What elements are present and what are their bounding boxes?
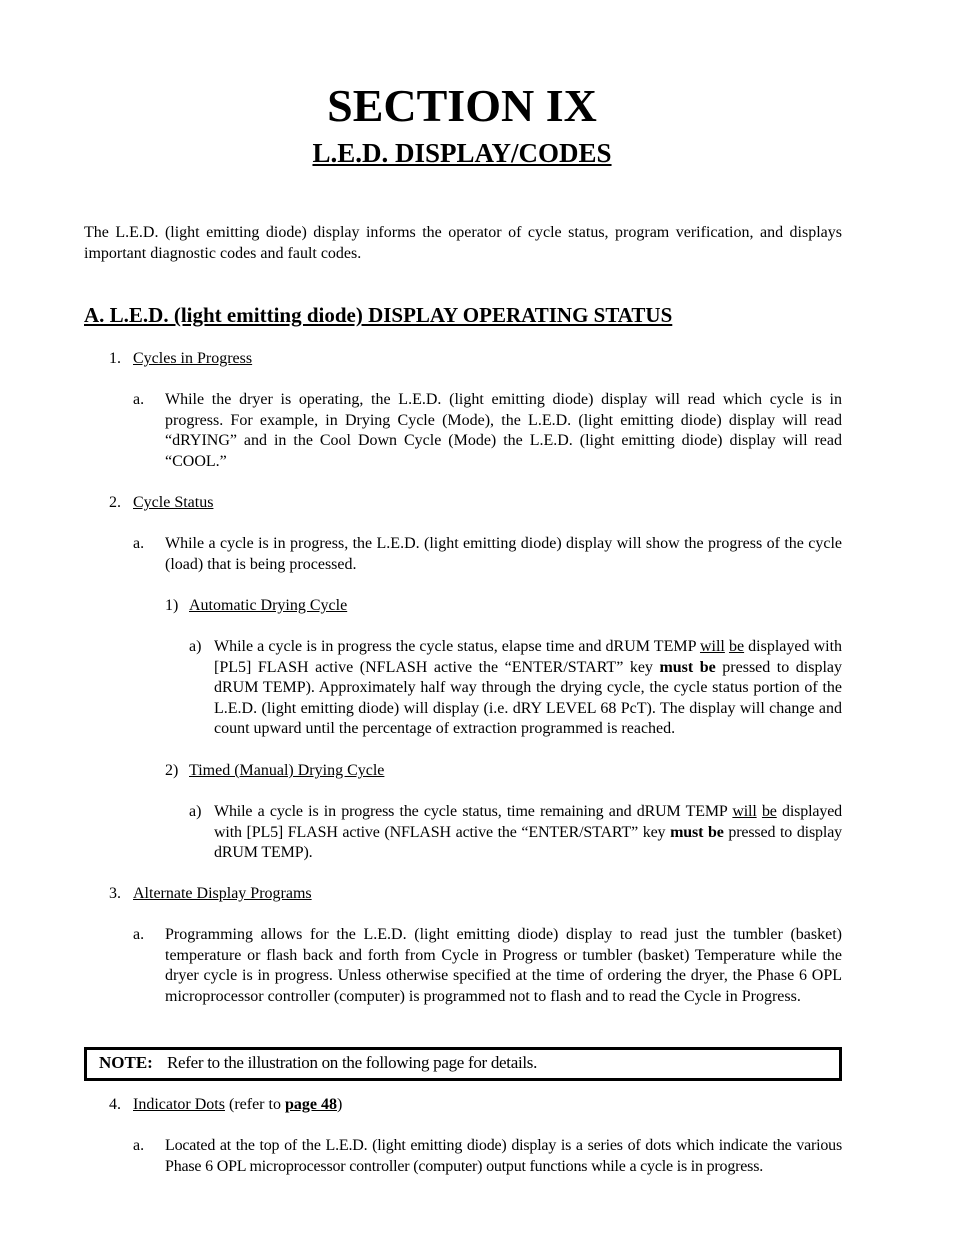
item-2-sub-2-title: Timed (Manual) Drying Cycle — [189, 762, 385, 779]
item-1-title: Cycles in Progress — [133, 350, 253, 367]
item-2-title: Cycle Status — [133, 494, 214, 511]
item-3a-text: Programming allows for the L.E.D. (light emitting diode) display to read just the tumbler (basket) temperature or flash back and forth from Cycle in Progress or tumbler (basket) Temperature while the dryer cycle is in progress. Unless otherwise specified at the time of ordering the dryer, the Phase 6 OPL microprocessor controller (computer) is programmed not to flash and to read the Cycle in Progress. — [165, 926, 842, 1005]
page-48-link[interactable]: page 48 — [284, 1096, 337, 1113]
item-2-sub-2-number: 2) — [165, 762, 179, 779]
note-label: NOTE: — [99, 1053, 153, 1072]
item-3a-label: a. — [133, 926, 145, 943]
item-2-sub-2a-label: a) — [189, 803, 202, 820]
section-a-heading: A. L.E.D. (light emitting diode) DISPLAY OPERATING STATUS — [84, 303, 673, 327]
item-3-number: 3. — [109, 885, 121, 902]
item-1a-text: While the dryer is operating, the L.E.D. (light emitting diode) display will read which cycle is in progress. For example, in Drying Cycle (Mode), the L.E.D. (light emitting diode) display will read “dRYING” and in the Cool Down Cycle (Mode) the L.E.D. (light emitting diode) display will read “COOL.” — [165, 391, 842, 470]
item-3-title: Alternate Display Programs — [133, 885, 312, 902]
page-title: SECTION IX — [327, 80, 597, 131]
note-text: Refer to the illustration on the following page for details. — [167, 1053, 538, 1072]
item-4-title: Indicator Dots — [133, 1096, 225, 1113]
intro-paragraph: The L.E.D. (light emitting diode) display informs the operator of cycle status, program verification, and displays important diagnostic codes and fault codes. — [84, 224, 842, 262]
page-subtitle: L.E.D. DISPLAY/CODES — [312, 138, 612, 168]
item-4a-text: Located at the top of the L.E.D. (light emitting diode) display is a series of dots which indicate the various Phase 6 OPL microprocessor controller (computer) output functions while a cycle is in progress. — [165, 1137, 842, 1175]
item-2a-text: While a cycle is in progress, the L.E.D. (light emitting diode) display will show the progress of the cycle (load) that is being processed. — [165, 535, 842, 573]
item-2-number: 2. — [109, 494, 121, 511]
note-box — [84, 1047, 842, 1081]
item-2-sub-1a-text: While a cycle is in progress the cycle status, elapse time and dRUM TEMP will be displayed with [PL5] FLASH active (NFLASH active the “ENTER/START” key must be pressed to display dRUM TEMP). Approximately half way through the drying cycle, the cycle status portion of the L.E.D. (light emitting diode) will display (i.e. dRY LEVEL 68 PcT). The display will change and count upward until the percentage of extraction programmed is reached. — [214, 638, 843, 738]
item-1-number: 1. — [109, 350, 121, 367]
item-1a-label: a. — [133, 391, 145, 408]
item-2-sub-1a-label: a) — [189, 638, 202, 655]
item-2a-label: a. — [133, 535, 145, 552]
item-2-sub-1-title: Automatic Drying Cycle — [189, 597, 348, 614]
item-2-sub-2a-text: While a cycle is in progress the cycle status, time remaining and dRUM TEMP will be displayed with [PL5] FLASH active (NFLASH active the “ENTER/START” key must be pressed to display dRUM TEMP). — [214, 803, 843, 862]
item-2-sub-1-number: 1) — [165, 597, 179, 614]
item-4-heading: Indicator Dots (refer to page 48) — [133, 1096, 343, 1113]
item-4a-label: a. — [133, 1137, 145, 1154]
item-4-number: 4. — [109, 1096, 121, 1113]
